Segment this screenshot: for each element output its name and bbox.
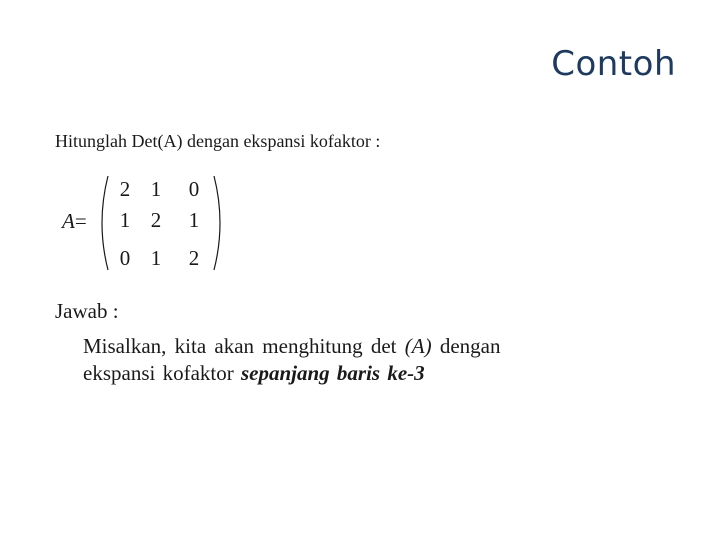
matrix-equation bbox=[62, 172, 232, 274]
equals-sign: = bbox=[74, 209, 87, 233]
answer-text-end: dengan bbox=[439, 334, 501, 358]
matrix-cell: 2 bbox=[150, 208, 162, 232]
matrix-cell: 0 bbox=[188, 177, 200, 201]
matrix-variable: A bbox=[62, 209, 75, 233]
left-parenthesis bbox=[102, 176, 108, 270]
matrix-cell: 1 bbox=[150, 246, 162, 270]
matrix-label bbox=[62, 209, 87, 234]
matrix-cell: 2 bbox=[188, 246, 200, 270]
answer-text: Misalkan, kita akan menghitung det bbox=[83, 334, 397, 358]
emphasis-text: sepanjang baris ke-3 bbox=[240, 361, 425, 385]
answer-heading: Jawab : bbox=[55, 299, 119, 323]
matrix-cell: 1 bbox=[188, 208, 200, 232]
det-argument: (A) bbox=[404, 334, 432, 358]
matrix-cell: 0 bbox=[119, 246, 131, 270]
problem-statement: Hitunglah Det(A) dengan ekspansi kofaktor : bbox=[55, 131, 381, 151]
answer-text: ekspansi kofaktor bbox=[83, 361, 234, 385]
answer-line-2 bbox=[83, 361, 425, 386]
matrix-cell: 2 bbox=[119, 177, 131, 201]
matrix-cell: 1 bbox=[150, 177, 162, 201]
answer-line-1 bbox=[83, 334, 501, 359]
slide-title: Contoh bbox=[551, 44, 676, 84]
right-parenthesis bbox=[214, 176, 220, 270]
matrix-cell: 1 bbox=[119, 208, 131, 232]
matrix bbox=[98, 172, 224, 274]
